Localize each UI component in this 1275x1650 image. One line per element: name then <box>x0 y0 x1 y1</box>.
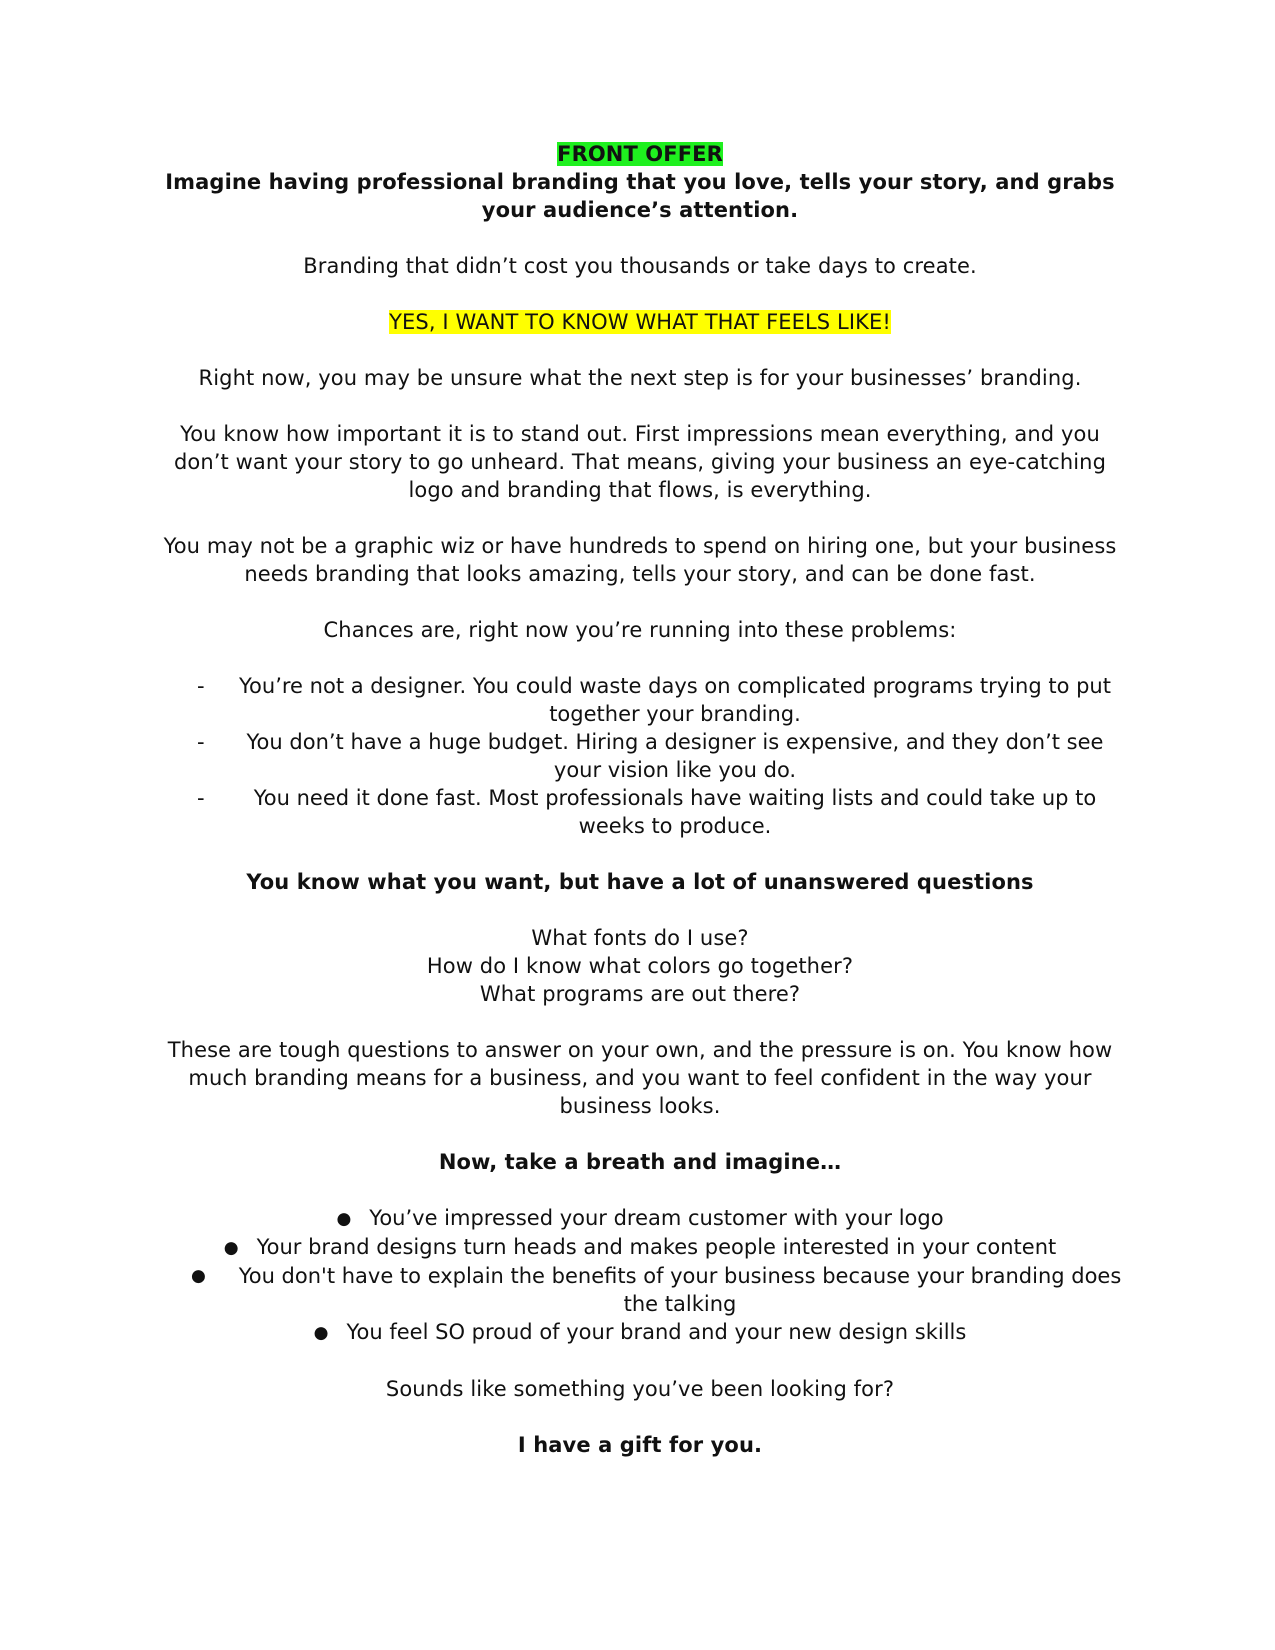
cta-highlight: YES, I WANT TO KNOW WHAT THAT FEELS LIKE! <box>389 310 891 334</box>
benefit-text: You don't have to explain the benefits of your business because your branding does the talking <box>238 1264 1122 1316</box>
document-page <box>155 140 1125 1459</box>
benefit-text: You feel SO proud of your brand and your new design skills <box>346 1320 967 1344</box>
list-item <box>155 1233 1125 1262</box>
intro-text: Branding that didn’t cost you thousands or take days to create. <box>303 254 977 278</box>
paragraph-stand-out: You know how important it is to stand out. First impressions mean everything, and you don’t want your story to go unheard. That means, giving your business an eye-catching logo and branding that flows, is everything. <box>173 422 1107 502</box>
front-offer-label <box>155 140 1125 168</box>
benefit-text: Your brand designs turn heads and makes people interested in your content <box>256 1235 1057 1259</box>
imagine-heading: Now, take a breath and imagine… <box>438 1150 842 1174</box>
paragraph-problems-intro: Chances are, right now you’re running into these problems: <box>323 618 957 642</box>
problem-text: You need it done fast. Most professionals have waiting lists and could take up to weeks to produce. <box>253 786 1097 838</box>
problem-text: You’re not a designer. You could waste days on complicated programs trying to put together your branding. <box>239 674 1111 726</box>
question-line: What programs are out there? <box>479 982 801 1006</box>
list-item <box>155 728 1125 784</box>
benefit-text: You’ve impressed your dream customer with your logo <box>369 1206 944 1230</box>
benefits-list <box>155 1204 1125 1347</box>
bullet-icon: ● <box>191 1266 206 1286</box>
dash-marker: - <box>197 674 205 698</box>
list-item <box>155 784 1125 840</box>
list-item <box>155 1204 1125 1233</box>
bullet-icon: ● <box>223 1238 239 1258</box>
list-item <box>155 1318 1125 1347</box>
front-offer-highlight: FRONT OFFER <box>557 142 723 166</box>
list-item <box>155 672 1125 728</box>
questions-heading: You know what you want, but have a lot of unanswered questions <box>246 870 1034 894</box>
paragraph-tough-questions: These are tough questions to answer on your own, and the pressure is on. You know how much branding means for a business, and you want to feel confident in the way your business looks. <box>167 1038 1113 1118</box>
dash-marker: - <box>197 786 205 810</box>
question-line: How do I know what colors go together? <box>426 954 854 978</box>
problems-list <box>155 672 1125 840</box>
paragraph-right-now: Right now, you may be unsure what the next step is for your businesses’ branding. <box>198 366 1082 390</box>
paragraph-graphic-wiz: You may not be a graphic wiz or have hundreds to spend on hiring one, but your business needs branding that looks amazing, tells your story, and can be done fast. <box>163 534 1117 586</box>
bullet-icon: ● <box>336 1209 352 1229</box>
cta-line <box>155 308 1125 336</box>
bullet-icon: ● <box>313 1323 329 1343</box>
dash-marker: - <box>197 730 205 754</box>
problem-text: You don’t have a huge budget. Hiring a designer is expensive, and they don’t see your vision like you do. <box>246 730 1104 782</box>
question-line: What fonts do I use? <box>531 926 749 950</box>
list-item <box>155 1262 1125 1318</box>
headline: Imagine having professional branding that you love, tells your story, and grabs your audience’s attention. <box>165 170 1115 222</box>
gift-line: I have a gift for you. <box>517 1433 763 1457</box>
closing-question: Sounds like something you’ve been looking for? <box>385 1377 895 1401</box>
